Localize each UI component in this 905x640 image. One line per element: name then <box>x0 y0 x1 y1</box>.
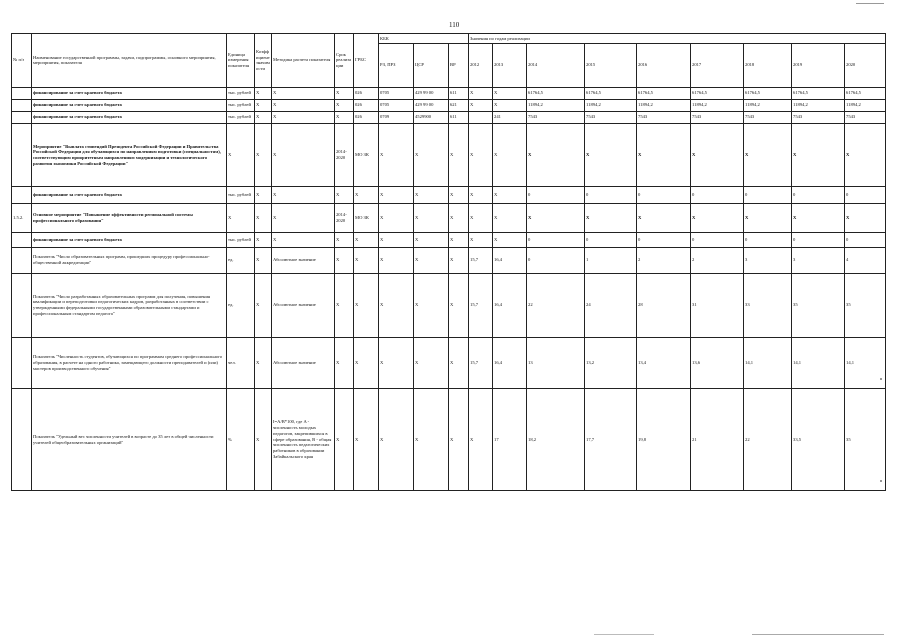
cell-year-value: X <box>792 203 845 233</box>
cell-name: Мероприятие "Выплата стипендий Президента Российской Федерации и Правительства Российской Федерации для обучающихся по направлениям подготовки (специальностям), соответствующим приоритетным направлениям модернизации и технологического развития экономики Российской Федерации" <box>32 123 227 187</box>
cell-num <box>12 187 32 203</box>
cell-year-value: 33,5 <box>792 389 845 491</box>
cell-term: X <box>335 111 354 123</box>
cell-unit: тыс. рублей <box>227 99 255 111</box>
cell-year-value: 17,7 <box>585 389 637 491</box>
cell-name: Показатель "Число образовательных программ, прошедших процедуру профессионально-общественной аккредитации" <box>32 247 227 273</box>
cell-year-value: 7543 <box>691 111 744 123</box>
cell-vr: 611 <box>449 111 469 123</box>
header-coef: Коэффициент значимости <box>255 34 272 88</box>
cell-name: финансирование за счет краевого бюджета <box>32 111 227 123</box>
cell-method: X <box>272 111 335 123</box>
cell-year-value: 24 <box>585 273 637 337</box>
cell-year-value: X <box>527 203 585 233</box>
cell-year-value <box>469 111 493 123</box>
cell-rz: X <box>379 337 414 389</box>
cell-year-value: 0 <box>792 187 845 203</box>
cell-method: X <box>272 233 335 247</box>
cell-unit: тыс. рублей <box>227 111 255 123</box>
cell-year-value: 18,2 <box>527 389 585 491</box>
cell-year-value: X <box>469 123 493 187</box>
cell-method: X <box>272 87 335 99</box>
cell-rz: X <box>379 247 414 273</box>
header-csr: ЦСР <box>414 43 449 87</box>
cell-vr: X <box>449 203 469 233</box>
cell-rz: X <box>379 203 414 233</box>
table-row <box>12 87 886 99</box>
cell-year-value: X <box>493 203 527 233</box>
cell-name: финансирование за счет краевого бюджета <box>32 87 227 99</box>
cell-year-value: X <box>493 87 527 99</box>
header-year: 2017 <box>691 43 744 87</box>
cell-year-value: 0 <box>527 187 585 203</box>
cell-year-value: 0 <box>637 187 691 203</box>
cell-year-value: 3 <box>792 247 845 273</box>
cell-year-value: X <box>493 99 527 111</box>
bottom-rule <box>594 634 654 635</box>
cell-coef: X <box>255 337 272 389</box>
cell-year-value: 0 <box>585 187 637 203</box>
cell-grbs: 026 <box>354 99 379 111</box>
cell-num <box>12 389 32 491</box>
cell-coef: X <box>255 389 272 491</box>
cell-coef: X <box>255 123 272 187</box>
cell-term: X <box>335 99 354 111</box>
cell-term: X <box>335 87 354 99</box>
cell-method: X <box>272 187 335 203</box>
cell-year-value: X <box>744 123 792 187</box>
cell-csr: 4529900 <box>414 111 449 123</box>
cell-coef: X <box>255 233 272 247</box>
cell-grbs: X <box>354 389 379 491</box>
header-kbk: КБК <box>379 34 469 44</box>
cell-year-value: 13,4 <box>637 337 691 389</box>
cell-unit: X <box>227 123 255 187</box>
cell-year-value: X <box>493 233 527 247</box>
cell-year-value: 11894,2 <box>792 99 845 111</box>
cell-coef: X <box>255 99 272 111</box>
header-method: Методика расчета показателя <box>272 34 335 88</box>
cell-num: 1.5.2. <box>12 203 32 233</box>
page-number: 110 <box>449 21 460 29</box>
cell-year-value: 7543 <box>792 111 845 123</box>
cell-unit: ед. <box>227 247 255 273</box>
program-table <box>11 33 886 491</box>
cell-year-value: 21 <box>691 389 744 491</box>
header-vr: ВР <box>449 43 469 87</box>
cell-rz: X <box>379 389 414 491</box>
header-term: Срок реализации <box>335 34 354 88</box>
cell-vr: X <box>449 273 469 337</box>
cell-grbs: МО ЗК <box>354 123 379 187</box>
cell-year-value: X <box>691 203 744 233</box>
cell-year-value: 15,7 <box>469 247 493 273</box>
header-num: № п/з <box>12 34 32 88</box>
cell-num <box>12 87 32 99</box>
table-row <box>12 337 886 389</box>
cell-year-value: 16,4 <box>493 273 527 337</box>
header-year: 2014 <box>527 43 585 87</box>
cell-year-value: 14,1 <box>792 337 845 389</box>
cell-year-value: 7543 <box>527 111 585 123</box>
cell-grbs: X <box>354 247 379 273</box>
cell-year-value: 15,7 <box>469 273 493 337</box>
cell-rz: 0709 <box>379 111 414 123</box>
cell-year-value: 35 <box>845 273 886 337</box>
cell-name: финансирование за счет краевого бюджета <box>32 99 227 111</box>
cell-num <box>12 273 32 337</box>
header-unit: Единица измерения показателя <box>227 34 255 88</box>
cell-num <box>12 247 32 273</box>
cell-year-value: X <box>469 203 493 233</box>
cell-year-value: X <box>469 389 493 491</box>
top-rule <box>856 3 884 4</box>
header-year: 2012 <box>469 43 493 87</box>
cell-coef: X <box>255 273 272 337</box>
cell-year-value: 0 <box>792 233 845 247</box>
cell-year-value: 17 <box>493 389 527 491</box>
cell-year-value: 7543 <box>845 111 886 123</box>
cell-name: Показатель "Удельный вес численности учителей в возрасте до 35 лет в общей численности учителей общеобразовательных организаций" <box>32 389 227 491</box>
cell-grbs: X <box>354 233 379 247</box>
cell-year-value: 241 <box>493 111 527 123</box>
cell-term: X <box>335 389 354 491</box>
cell-method: X <box>272 99 335 111</box>
header-grbs: ГРБС <box>354 34 379 88</box>
cell-year-value: 61764,5 <box>691 87 744 99</box>
cell-year-value: 16,4 <box>493 247 527 273</box>
header-year: 2018 <box>744 43 792 87</box>
cell-year-value: X <box>792 123 845 187</box>
cell-year-value: 11894,2 <box>527 99 585 111</box>
cell-term: X <box>335 187 354 203</box>
cell-name: финансирование за счет краевого бюджета <box>32 233 227 247</box>
cell-year-value: X <box>637 203 691 233</box>
cell-year-value: X <box>469 87 493 99</box>
cell-year-value: X <box>691 123 744 187</box>
cell-name: Показатель "Численность студентов, обучающихся по программам среднего профессионального образования, в расчете на одного работника, замещающего должности преподавателей и (или) мастеров производственного обучения" <box>32 337 227 389</box>
cell-year-value: X <box>585 123 637 187</box>
table-row <box>12 187 886 203</box>
cell-year-value: 0 <box>527 247 585 273</box>
cell-year-value: 16,4 <box>493 337 527 389</box>
cell-year-value: X <box>744 203 792 233</box>
cell-year-value: 31 <box>691 273 744 337</box>
cell-method: X <box>272 203 335 233</box>
cell-vr: X <box>449 389 469 491</box>
cell-year-value: 7543 <box>585 111 637 123</box>
cell-year-value: 0 <box>691 187 744 203</box>
cell-num <box>12 99 32 111</box>
cell-year-value: 0 <box>744 187 792 203</box>
table-row <box>12 273 886 337</box>
cell-num <box>12 337 32 389</box>
cell-year-value: 7543 <box>744 111 792 123</box>
header-values-title: Значения по годам реализации <box>469 34 886 44</box>
cell-rz: X <box>379 187 414 203</box>
cell-num <box>12 111 32 123</box>
cell-csr: X <box>414 247 449 273</box>
cell-year-value: 61764,5 <box>845 87 886 99</box>
table-row <box>12 247 886 273</box>
cell-vr: X <box>449 187 469 203</box>
table-row <box>12 389 886 491</box>
cell-year-value: 0 <box>585 233 637 247</box>
cell-csr: X <box>414 273 449 337</box>
cell-coef: X <box>255 203 272 233</box>
cell-rz: X <box>379 233 414 247</box>
cell-year-value: X <box>469 233 493 247</box>
bottom-rule <box>752 634 884 635</box>
cell-year-value: X <box>637 123 691 187</box>
cell-rz: 0705 <box>379 99 414 111</box>
header-name: Наименование государственной программы, задачи, подпрограммы, основного мероприятия, мероприятия, показателя <box>32 34 227 88</box>
header-row-1 <box>12 34 886 44</box>
cell-year-value: 22 <box>527 273 585 337</box>
cell-year-value: 13,2 <box>585 337 637 389</box>
cell-year-value: 2 <box>691 247 744 273</box>
cell-rz: X <box>379 273 414 337</box>
cell-year-value: 14,1 <box>744 337 792 389</box>
cell-year-value: 61764,5 <box>527 87 585 99</box>
cell-vr: 611 <box>449 87 469 99</box>
cell-year-value: 11894,2 <box>845 99 886 111</box>
cell-csr: X <box>414 187 449 203</box>
cell-grbs: 026 <box>354 111 379 123</box>
cell-csr: X <box>414 337 449 389</box>
cell-year-value: 61764,5 <box>585 87 637 99</box>
cell-method: I=A/B*100, где A - численность молодых педагогов, закрепившихся в сфере образования, B - общая численность педагогических работников в образовании Забайкальского края <box>272 389 335 491</box>
cell-unit: X <box>227 203 255 233</box>
cell-grbs: X <box>354 337 379 389</box>
cell-unit: ед. <box>227 273 255 337</box>
cell-year-value: 0 <box>637 233 691 247</box>
header-year: 2016 <box>637 43 691 87</box>
cell-year-value: 3 <box>744 247 792 273</box>
cell-term: 2014-2020 <box>335 123 354 187</box>
table-row <box>12 99 886 111</box>
cell-year-value: 0 <box>845 187 886 203</box>
cell-year-value: 0 <box>744 233 792 247</box>
cell-year-value: 11894,2 <box>744 99 792 111</box>
cell-year-value: 0 <box>845 233 886 247</box>
cell-grbs: 026 <box>354 87 379 99</box>
cell-method: Абсолютное значение <box>272 273 335 337</box>
cell-num <box>12 123 32 187</box>
cell-year-value: 35 <box>845 389 886 491</box>
cell-unit: % <box>227 389 255 491</box>
cell-term: X <box>335 247 354 273</box>
cell-method: Абсолютное значение <box>272 337 335 389</box>
cell-term: X <box>335 337 354 389</box>
cell-unit: тыс. рублей <box>227 233 255 247</box>
cell-year-value: 35 <box>792 273 845 337</box>
cell-year-value: 0 <box>691 233 744 247</box>
cell-year-value: 22 <box>744 389 792 491</box>
cell-coef: X <box>255 111 272 123</box>
cell-year-value: X <box>493 123 527 187</box>
header-rz: РЗ, ПРЗ <box>379 43 414 87</box>
cell-year-value: X <box>845 123 886 187</box>
cell-year-value: 61764,5 <box>792 87 845 99</box>
cell-csr: X <box>414 233 449 247</box>
cell-year-value: 28 <box>637 273 691 337</box>
cell-year-value: X <box>469 187 493 203</box>
header-year: 2015 <box>585 43 637 87</box>
scan-speck <box>880 480 882 482</box>
cell-vr: 621 <box>449 99 469 111</box>
cell-term: 2014-2020 <box>335 203 354 233</box>
cell-unit: чел. <box>227 337 255 389</box>
cell-rz: X <box>379 123 414 187</box>
cell-name: Показатель "Число разработанных образовательных программ для получения, повышения квалификации и переподготовки педагогических кадров, разработанных в соответствии с утвержденными федеральными государственными образовательными стандартами и профессиональным стандартом педагога" <box>32 273 227 337</box>
cell-vr: X <box>449 233 469 247</box>
cell-coef: X <box>255 87 272 99</box>
table-row <box>12 111 886 123</box>
cell-term: X <box>335 273 354 337</box>
cell-year-value: 11894,2 <box>585 99 637 111</box>
header-year: 2013 <box>493 43 527 87</box>
cell-year-value: 7543 <box>637 111 691 123</box>
cell-csr: X <box>414 389 449 491</box>
cell-year-value: 11894,2 <box>691 99 744 111</box>
cell-year-value: 13,6 <box>691 337 744 389</box>
cell-method: Абсолютное значение <box>272 247 335 273</box>
cell-name: Основное мероприятие "Повышение эффективности региональной системы профессионального образования" <box>32 203 227 233</box>
cell-year-value: 15,7 <box>469 337 493 389</box>
cell-year-value: 19,8 <box>637 389 691 491</box>
table-row <box>12 233 886 247</box>
cell-year-value: 2 <box>637 247 691 273</box>
cell-year-value: 11894,2 <box>637 99 691 111</box>
cell-method: X <box>272 123 335 187</box>
cell-year-value: 0 <box>527 233 585 247</box>
header-year: 2019 <box>792 43 845 87</box>
cell-coef: X <box>255 187 272 203</box>
cell-year-value: X <box>845 203 886 233</box>
table-row <box>12 123 886 187</box>
cell-year-value: 14,1 <box>845 337 886 389</box>
cell-grbs: X <box>354 273 379 337</box>
cell-name: финансирование за счет краевого бюджета <box>32 187 227 203</box>
cell-year-value: 61764,5 <box>637 87 691 99</box>
cell-rz: 0705 <box>379 87 414 99</box>
cell-csr: X <box>414 203 449 233</box>
cell-unit: тыс. рублей <box>227 187 255 203</box>
cell-year-value: X <box>493 187 527 203</box>
cell-year-value: X <box>585 203 637 233</box>
table-row <box>12 203 886 233</box>
cell-grbs: МО ЗК <box>354 203 379 233</box>
cell-year-value: 61764,5 <box>744 87 792 99</box>
cell-year-value: X <box>527 123 585 187</box>
cell-vr: X <box>449 123 469 187</box>
cell-year-value: 33 <box>744 273 792 337</box>
cell-year-value: 1 <box>585 247 637 273</box>
cell-csr: 429 99 00 <box>414 99 449 111</box>
scan-speck <box>880 378 882 380</box>
cell-year-value: X <box>469 99 493 111</box>
cell-year-value: 13 <box>527 337 585 389</box>
cell-year-value: 4 <box>845 247 886 273</box>
cell-term: X <box>335 233 354 247</box>
cell-vr: X <box>449 337 469 389</box>
cell-coef: X <box>255 247 272 273</box>
cell-unit: тыс. рублей <box>227 87 255 99</box>
cell-vr: X <box>449 247 469 273</box>
cell-csr: 429 99 00 <box>414 87 449 99</box>
cell-grbs: X <box>354 187 379 203</box>
cell-num <box>12 233 32 247</box>
cell-csr: X <box>414 123 449 187</box>
header-year: 2020 <box>845 43 886 87</box>
